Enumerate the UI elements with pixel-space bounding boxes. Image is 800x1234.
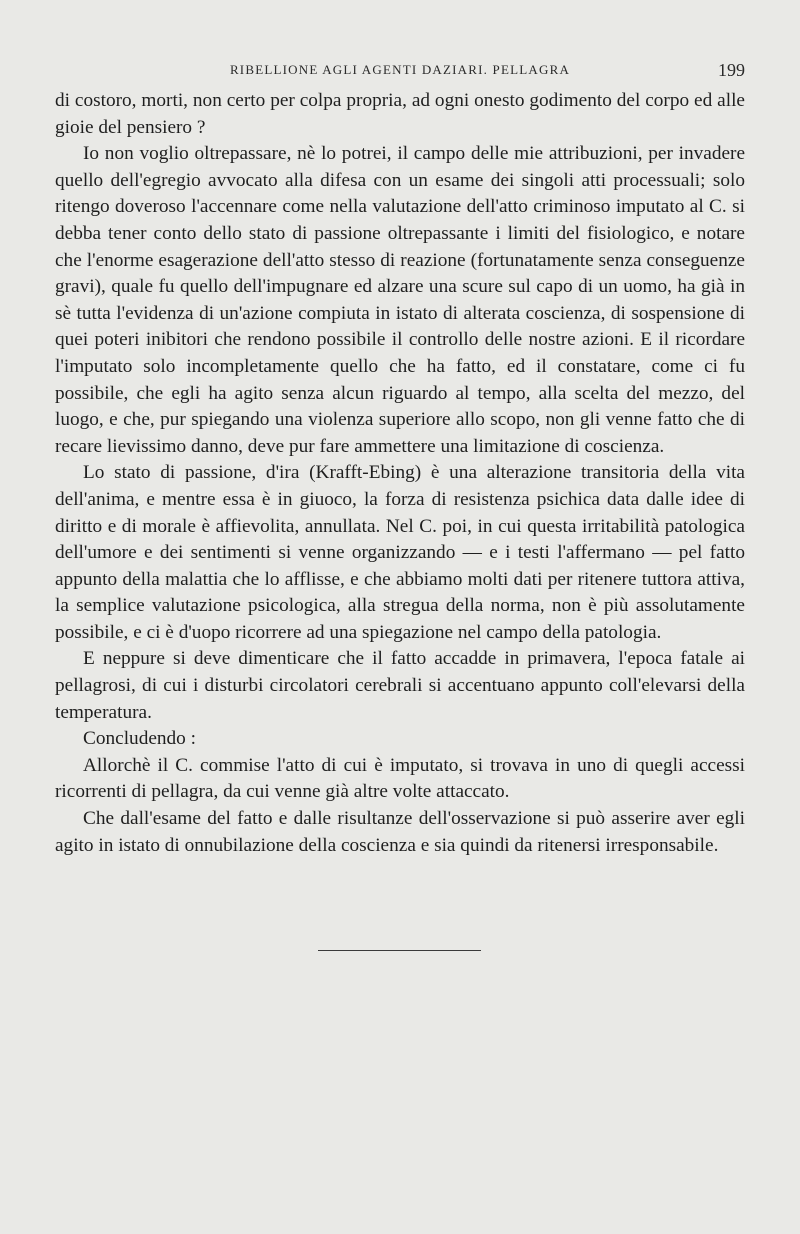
end-rule — [318, 950, 481, 951]
running-title: RIBELLIONE AGLI AGENTI DAZIARI. PELLAGRA — [229, 62, 571, 77]
paragraph-allorche: Allorchè il C. commise l'atto di cui è imputato, si trovava in uno di quegli accessi ricorrenti di pellagra, da cui venne già altre volte attaccato. — [55, 754, 745, 803]
paragraph-conclusion: Che dall'esame del fatto e dalle risultanze dell'osservazione si può asserire aver egli agito in istato di onnubilazione della coscienza e sia quindi da ritenersi irresponsabile. — [55, 808, 745, 856]
paragraph-continuation: di costoro, morti, non certo per colpa propria, ad ogni onesto godimento del corpo ed alle gioie del pensiero ? — [55, 90, 745, 138]
page-number: 199 — [718, 60, 745, 80]
paragraph-attribuzioni: Io non voglio oltrepassare, nè lo potrei, il campo delle mie attribuzioni, per invadere quello dell'egregio avvocato alla difesa con un esame dei singoli atti processuali; solo ritengo doveroso l'accennare come nella valutazione dell'atto criminoso imputato al C. si debba tener conto dello stato di passione oltrepassante i limiti del fisiologico, e notare che l'enorme esagerazione dell'atto stesso di reazione (fortunatamente senza conseguenze gravi), quale fu quello dell'impugnare ed alzare una scure sul capo di un uomo, ha già in sè tutta l'evidenza di un'azione compiuta in istato di alterata coscienza, di sospensione di quei poteri inibitori che rendono possibile il controllo delle nostre azioni. E il ricordare l'imputato solo incompletamente quello che ha fatto, ed il constatare, come ci fu possibile, che egli ha agito senza alcun riguardo al tempo, alla scelta del mezzo, del luogo, e che, pur spiegando una violenza superiore allo scopo, non gli venne fatto che di recare lievissimo danno, deve pur fare ammettere una limitazione di coscienza. — [55, 143, 745, 457]
body-text — [55, 88, 745, 859]
paragraph-primavera: E neppure si deve dimenticare che il fatto accadde in primavera, l'epoca fatale ai pellagrosi, di cui i disturbi circolatori cerebrali si accentuano appunto coll'elevarsi della temperatura. — [55, 648, 745, 723]
running-head — [55, 62, 745, 82]
paragraph-concludendo: Concludendo : — [83, 728, 196, 750]
paragraph-passione: Lo stato di passione, d'ira (Krafft-Ebing) è una alterazione transitoria della vita dell'anima, e mentre essa è in giuoco, la forza di resistenza psichica data dalle idee di diritto e di morale è affievolita, annullata. Nel C. poi, in cui questa irritabilità patologica dell'umore e dei sentimenti si venne organizzando — e i testi l'affermano — pel fatto appunto della malattia che lo afflisse, e che abbiamo molti dati per ritenere tuttora attiva, la semplice valutazione psicologica, alla stregua della norma, non è più assolutamente possibile, e ci è d'uopo ricorrere ad una spiegazione nel campo della patologia. — [55, 462, 745, 643]
